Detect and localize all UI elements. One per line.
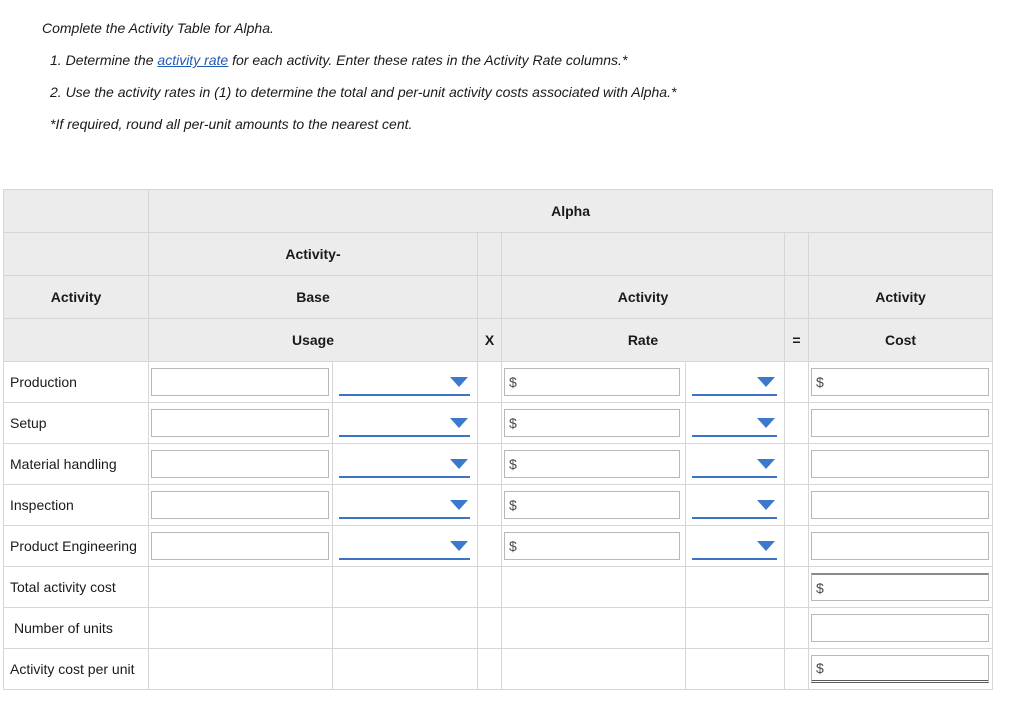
rate-unit-dropdown[interactable] — [692, 409, 777, 437]
rate-input[interactable] — [504, 368, 680, 396]
chevron-down-icon — [450, 377, 468, 387]
empty-cell — [502, 608, 686, 649]
op-cell — [785, 444, 809, 485]
instruction-item-1 — [50, 52, 627, 68]
table-row — [4, 485, 993, 526]
op-cell — [785, 567, 809, 608]
cost-input[interactable] — [811, 368, 989, 396]
op-cell — [785, 403, 809, 444]
usage-unit-dropdown[interactable] — [339, 368, 470, 396]
rate-header-line-1: Activity — [502, 276, 785, 319]
rate-unit-dropdown[interactable] — [692, 368, 777, 396]
op-cell — [478, 485, 502, 526]
instruction-item-1-prefix: Determine the — [65, 52, 154, 68]
dollar-sign: $ — [509, 497, 517, 513]
header-row-1 — [4, 233, 993, 276]
empty-cell — [502, 567, 686, 608]
equals-symbol: = — [785, 319, 809, 362]
empty-cell — [686, 567, 785, 608]
empty-cell — [686, 608, 785, 649]
rate-spacer — [502, 233, 785, 276]
activity-cost-per-unit-input[interactable] — [811, 655, 989, 683]
number-of-units-input[interactable] — [811, 614, 989, 642]
header-row-group — [4, 190, 993, 233]
activity-cost-per-unit-label: Activity cost per unit — [4, 649, 149, 690]
op-cell — [478, 403, 502, 444]
row-label: Material handling — [4, 444, 149, 485]
chevron-down-icon — [450, 500, 468, 510]
per-unit-row — [4, 649, 993, 690]
cost-header-line-2: Cost — [809, 319, 993, 362]
rate-input[interactable] — [504, 532, 680, 560]
usage-header-line-3: Usage — [149, 319, 478, 362]
group-header-alpha: Alpha — [149, 190, 993, 233]
op-cell — [785, 485, 809, 526]
usage-unit-dropdown[interactable] — [339, 450, 470, 478]
op-cell — [478, 444, 502, 485]
empty-cell — [502, 649, 686, 690]
op-cell — [478, 567, 502, 608]
table-row — [4, 362, 993, 403]
instruction-item-2: 2. Use the activity rates in (1) to determine the total and per-unit activity costs associated with Alpha.* — [50, 84, 677, 100]
empty-cell — [149, 567, 333, 608]
cost-header-line-1: Activity — [809, 276, 993, 319]
op-cell — [478, 526, 502, 567]
table-row — [4, 403, 993, 444]
dollar-sign: $ — [816, 579, 824, 596]
dollar-sign: $ — [816, 374, 824, 390]
usage-header-line-1: Activity- — [149, 233, 478, 276]
cost-input[interactable] — [811, 491, 989, 519]
activity-rate-link[interactable]: activity rate — [157, 52, 229, 68]
empty-cell — [149, 608, 333, 649]
chevron-down-icon — [450, 459, 468, 469]
rate-input[interactable] — [504, 491, 680, 519]
op-spacer — [478, 233, 502, 276]
rate-unit-dropdown[interactable] — [692, 491, 777, 519]
row-label: Product Engineering — [4, 526, 149, 567]
rate-header-line-2: Rate — [502, 319, 785, 362]
total-activity-cost-label: Total activity cost — [4, 567, 149, 608]
dollar-sign: $ — [509, 538, 517, 554]
dollar-sign: $ — [509, 456, 517, 472]
op-cell — [478, 362, 502, 403]
instruction-item-1-number: 1. — [50, 52, 62, 68]
empty-cell — [333, 567, 478, 608]
chevron-down-icon — [450, 541, 468, 551]
chevron-down-icon — [757, 541, 775, 551]
total-row — [4, 567, 993, 608]
op-cell — [785, 608, 809, 649]
dollar-sign: $ — [509, 374, 517, 390]
usage-input[interactable] — [151, 491, 329, 519]
activity-header-spacer-3 — [4, 319, 149, 362]
op-cell — [478, 608, 502, 649]
usage-unit-dropdown[interactable] — [339, 409, 470, 437]
op-spacer — [785, 276, 809, 319]
cost-input[interactable] — [811, 532, 989, 560]
op-cell — [478, 649, 502, 690]
usage-unit-dropdown[interactable] — [339, 532, 470, 560]
empty-cell — [686, 649, 785, 690]
activity-table — [3, 189, 993, 690]
cost-input[interactable] — [811, 409, 989, 437]
table-row — [4, 526, 993, 567]
op-spacer — [785, 233, 809, 276]
op-cell — [785, 649, 809, 690]
chevron-down-icon — [450, 418, 468, 428]
usage-header-line-2: Base — [149, 276, 478, 319]
chevron-down-icon — [757, 500, 775, 510]
cost-input[interactable] — [811, 450, 989, 478]
dollar-sign: $ — [816, 660, 824, 676]
rate-input[interactable] — [504, 409, 680, 437]
empty-cell — [149, 649, 333, 690]
chevron-down-icon — [757, 418, 775, 428]
op-cell — [785, 526, 809, 567]
instructions-heading: Complete the Activity Table for Alpha. — [42, 20, 274, 36]
number-of-units-label: Number of units — [4, 608, 149, 649]
row-label: Setup — [4, 403, 149, 444]
chevron-down-icon — [757, 459, 775, 469]
activity-header-spacer-1 — [4, 233, 149, 276]
rounding-note: *If required, round all per-unit amounts to the nearest cent. — [50, 116, 413, 132]
usage-unit-dropdown[interactable] — [339, 491, 470, 519]
empty-cell — [333, 649, 478, 690]
activity-header: Activity — [4, 276, 149, 319]
cost-spacer — [809, 233, 993, 276]
empty-cell — [333, 608, 478, 649]
usage-input[interactable] — [151, 450, 329, 478]
rate-unit-dropdown[interactable] — [692, 532, 777, 560]
usage-input[interactable] — [151, 532, 329, 560]
op-cell — [785, 362, 809, 403]
usage-input[interactable] — [151, 409, 329, 437]
row-label: Production — [4, 362, 149, 403]
header-row-3 — [4, 319, 993, 362]
table-row — [4, 444, 993, 485]
op-spacer — [478, 276, 502, 319]
usage-input[interactable] — [151, 368, 329, 396]
row-label: Inspection — [4, 485, 149, 526]
instruction-item-1-suffix: for each activity. Enter these rates in the Activity Rate columns.* — [232, 52, 628, 68]
times-symbol: X — [478, 319, 502, 362]
rate-unit-dropdown[interactable] — [692, 450, 777, 478]
dollar-sign: $ — [509, 415, 517, 431]
chevron-down-icon — [757, 377, 775, 387]
header-row-2 — [4, 276, 993, 319]
rate-input[interactable] — [504, 450, 680, 478]
units-row — [4, 608, 993, 649]
header-blank — [4, 190, 149, 233]
total-activity-cost-input[interactable] — [811, 573, 989, 601]
